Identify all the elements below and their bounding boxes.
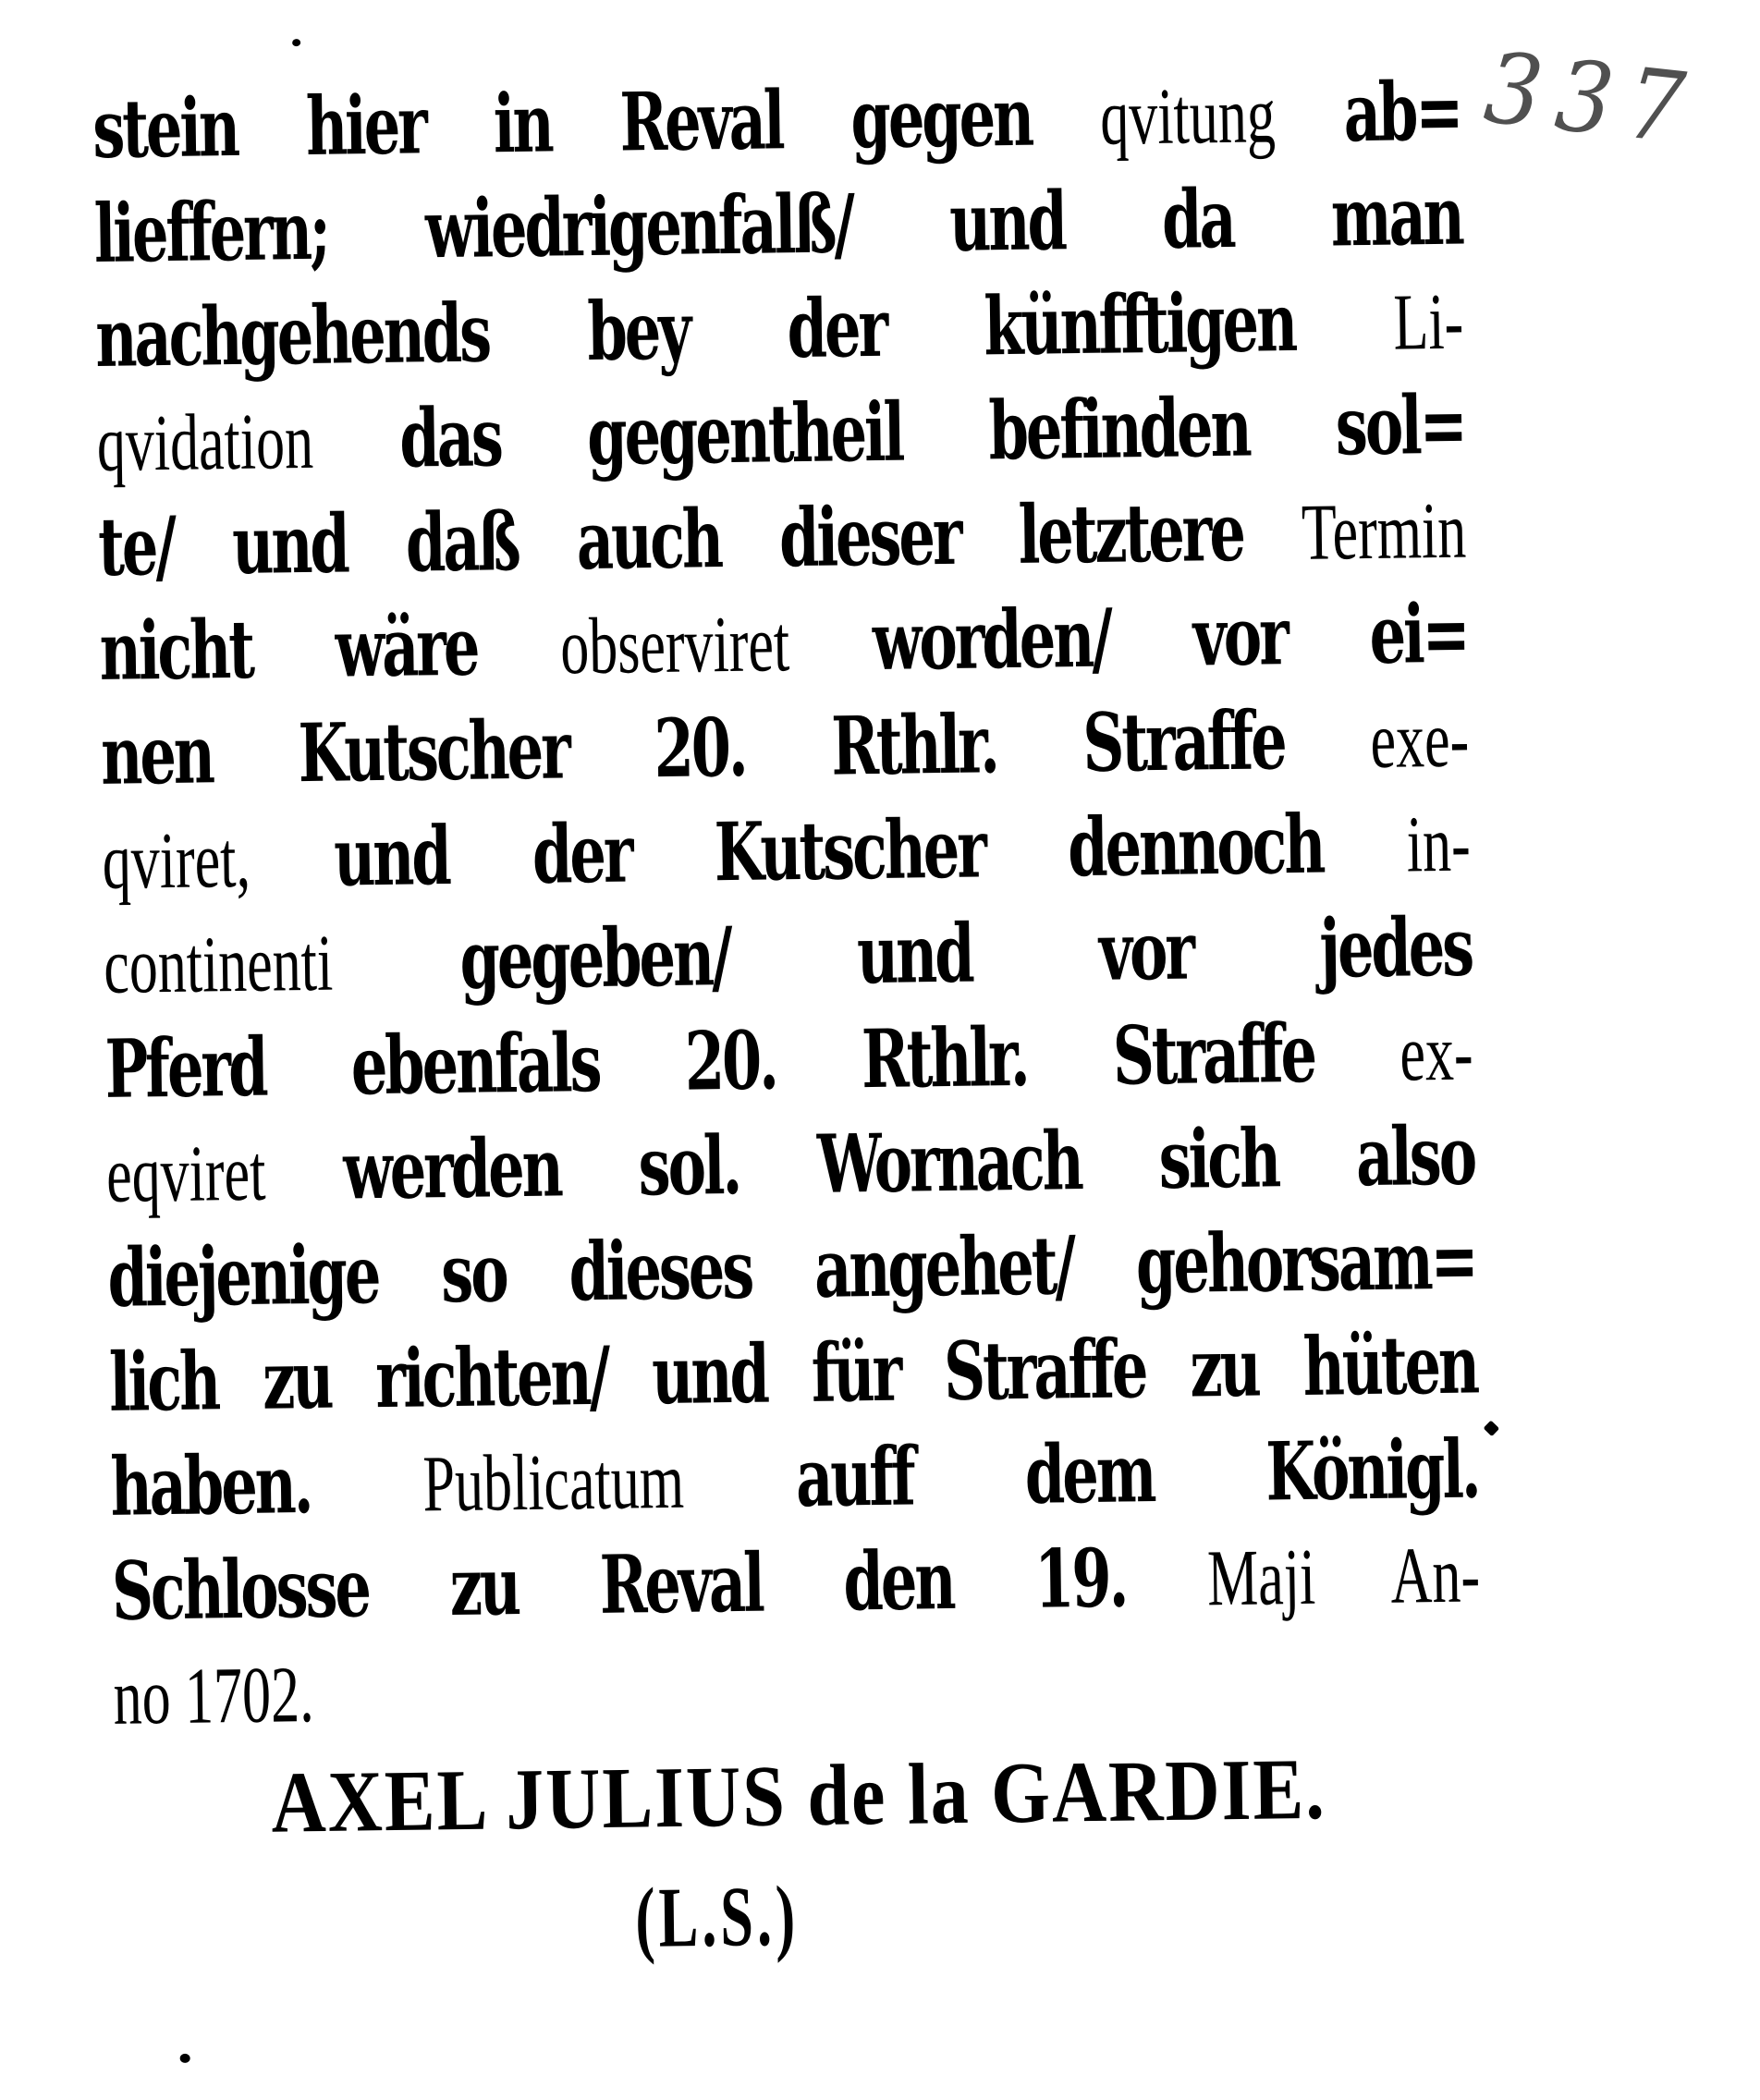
text-segment: ex- [1399, 1008, 1474, 1099]
text-segment: und der Kutscher dennoch [250, 796, 1408, 906]
ink-speck [180, 2054, 190, 2063]
text-segment: ab= [1275, 64, 1461, 162]
text-segment: Li- [1392, 277, 1464, 368]
text-segment: qviret, [102, 816, 251, 907]
text-segment: stein hier in Reval gegen [92, 68, 1101, 177]
text-segment: te/ und daß auch dieser letztere [97, 483, 1302, 594]
text-segment: nen Kutscher 20. Rthlr. Straffe [100, 691, 1372, 803]
text-segment: diejenige so dieses angehet/ gehorsam= [106, 1213, 1477, 1325]
text-segment: gegeben/ und vor jedes [332, 899, 1473, 1009]
seal-mark: (L.S.) [634, 1868, 800, 1966]
text-segment: Schlosse zu Reval den 19. [111, 1530, 1208, 1639]
ink-speck [1484, 1421, 1500, 1437]
text-segment: in- [1406, 800, 1472, 890]
text-segment: das gegentheil befinden sol= [312, 377, 1466, 487]
text-segment: qvidation [96, 397, 314, 489]
text-segment: observiret [559, 600, 790, 692]
text-segment: qvitung [1099, 71, 1277, 163]
text-segment: exe- [1369, 695, 1470, 786]
text-segment: nicht wäre [99, 598, 561, 699]
text-segment: auff dem Königl. [683, 1422, 1480, 1527]
text-segment: worden/ vor ei= [788, 586, 1469, 690]
text-segment: eqviret [105, 1129, 266, 1220]
text-segment: nachgehends bey der künfftigen [94, 274, 1395, 385]
text-segment: lieffern; wiedrigenfalß/ und da man [93, 168, 1463, 281]
text-segment: Publicatum [422, 1437, 685, 1530]
text-segment: no 1702. [112, 1651, 315, 1742]
text-segment: Maji An- [1206, 1531, 1481, 1623]
body-text [92, 64, 1483, 1760]
text-segment: Termin [1301, 486, 1467, 578]
ink-speck [292, 39, 300, 46]
text-segment: werden sol. Wornach sich also [264, 1108, 1475, 1219]
text-segment: continenti [103, 920, 334, 1011]
signature-line: AXEL JULIUS de la GARDIE. [270, 1740, 1327, 1851]
handwritten-page-number: 337 [1479, 31, 1705, 167]
text-segment: lich zu richten/ und für Straffe zu hüten [108, 1317, 1478, 1430]
text-segment: Pferd ebenfals 20. Rthlr. Straffe [104, 1005, 1401, 1117]
text-segment: haben. [109, 1435, 424, 1534]
